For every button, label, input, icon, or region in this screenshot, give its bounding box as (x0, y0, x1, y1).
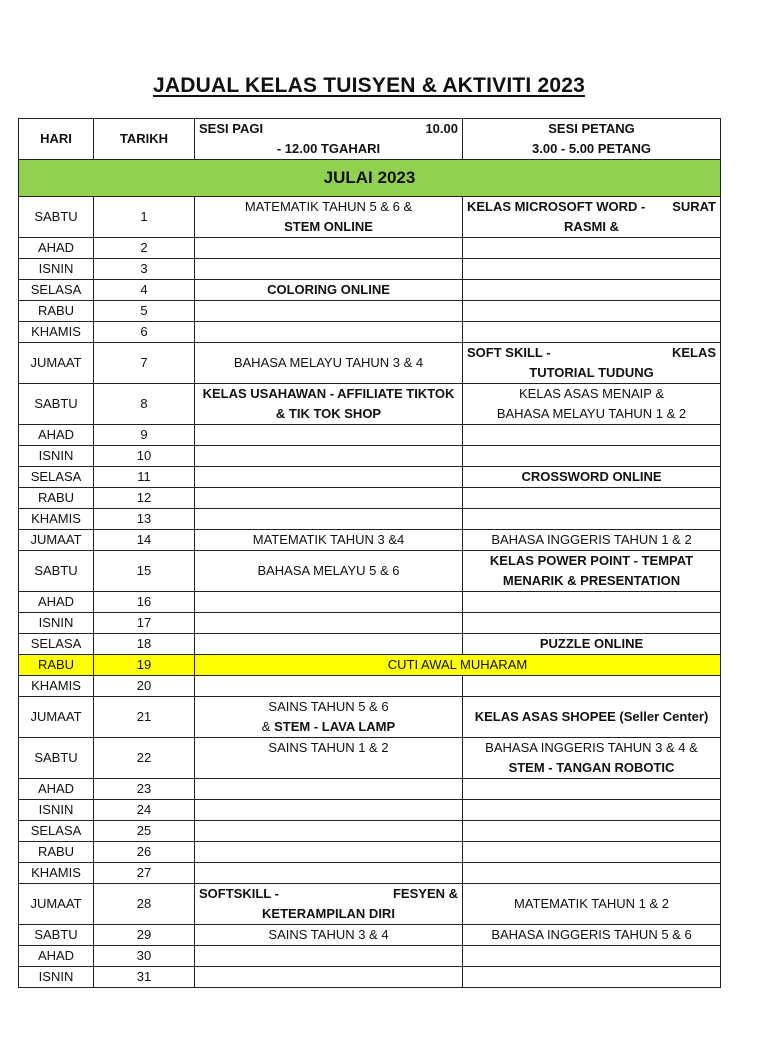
petang-cell: BAHASA INGGERIS TAHUN 5 & 6 (463, 925, 721, 946)
pagi-cell (195, 322, 463, 343)
tarikh-cell: 16 (94, 592, 195, 613)
hari-cell: SELASA (19, 821, 94, 842)
pagi-cell (195, 697, 463, 738)
hari-cell: SABTU (19, 384, 94, 425)
table-row (19, 925, 721, 946)
table-row (19, 384, 721, 425)
hari-cell: SABTU (19, 551, 94, 592)
petang-cell (463, 779, 721, 800)
hari-cell: AHAD (19, 238, 94, 259)
pagi-cell: SAINS TAHUN 3 & 4 (195, 925, 463, 946)
sesi-petang-label: SESI PETANG (548, 121, 635, 136)
tarikh-cell: 20 (94, 676, 195, 697)
hari-cell: ISNIN (19, 800, 94, 821)
hari-cell: ISNIN (19, 259, 94, 280)
table-row (19, 592, 721, 613)
pagi-cell (195, 301, 463, 322)
tarikh-cell: 3 (94, 259, 195, 280)
petang-cell (463, 322, 721, 343)
pagi-cell: BAHASA MELAYU TAHUN 3 & 4 (195, 343, 463, 384)
petang-cell: PUZZLE ONLINE (463, 634, 721, 655)
pagi-cell (195, 592, 463, 613)
pagi-line: & (261, 719, 275, 734)
tarikh-cell: 7 (94, 343, 195, 384)
petang-cell: MATEMATIK TAHUN 1 & 2 (463, 884, 721, 925)
hari-cell: SELASA (19, 467, 94, 488)
petang-cell (463, 613, 721, 634)
tarikh-cell: 28 (94, 884, 195, 925)
hari-cell: RABU (19, 488, 94, 509)
hari-cell: AHAD (19, 592, 94, 613)
tarikh-cell: 9 (94, 425, 195, 446)
month-row (19, 160, 721, 197)
hari-cell: AHAD (19, 946, 94, 967)
petang-cell: CROSSWORD ONLINE (463, 467, 721, 488)
pagi-line: MATEMATIK TAHUN 5 & 6 & (244, 199, 413, 214)
hari-cell: RABU (19, 301, 94, 322)
tarikh-cell: 26 (94, 842, 195, 863)
hari-cell: KHAMIS (19, 322, 94, 343)
tarikh-cell: 5 (94, 301, 195, 322)
hari-cell: JUMAAT (19, 530, 94, 551)
hari-cell: ISNIN (19, 967, 94, 988)
pagi-line: SAINS TAHUN 5 & 6 (268, 699, 389, 714)
tarikh-cell: 14 (94, 530, 195, 551)
petang-cell (463, 967, 721, 988)
pagi-cell (195, 800, 463, 821)
tarikh-cell: 15 (94, 551, 195, 592)
tarikh-cell: 4 (94, 280, 195, 301)
pagi-line: STEM - LAVA LAMP (274, 719, 396, 734)
hari-cell: JUMAAT (19, 343, 94, 384)
petang-line: KELAS POWER POINT - TEMPAT (489, 553, 694, 568)
petang-cell (463, 446, 721, 467)
hari-cell: SABTU (19, 738, 94, 779)
petang-line: TUTORIAL TUDUNG (529, 365, 654, 380)
pagi-cell (195, 634, 463, 655)
sesi-pagi-start: 10.00 (425, 121, 458, 136)
pagi-cell (195, 488, 463, 509)
tarikh-cell: 2 (94, 238, 195, 259)
sesi-pagi-end: - 12.00 TGAHARI (276, 141, 381, 156)
pagi-cell: BAHASA MELAYU 5 & 6 (195, 551, 463, 592)
pagi-cell (195, 946, 463, 967)
petang-line: SURAT (672, 199, 716, 214)
pagi-cell (195, 613, 463, 634)
table-row (19, 800, 721, 821)
hari-cell: JUMAAT (19, 697, 94, 738)
petang-cell (463, 238, 721, 259)
petang-line: SOFT SKILL - (467, 345, 551, 360)
pagi-cell (195, 467, 463, 488)
petang-cell (463, 676, 721, 697)
petang-cell (463, 488, 721, 509)
header-row (19, 119, 721, 160)
pagi-cell (195, 967, 463, 988)
petang-cell: BAHASA INGGERIS TAHUN 1 & 2 (463, 530, 721, 551)
hari-cell: RABU (19, 842, 94, 863)
pagi-line: FESYEN & (392, 886, 458, 901)
pagi-cell (195, 384, 463, 425)
petang-cell (463, 425, 721, 446)
header-sesi-pagi (195, 119, 463, 160)
table-row (19, 259, 721, 280)
table-row (19, 322, 721, 343)
table-row (19, 446, 721, 467)
hari-cell: KHAMIS (19, 863, 94, 884)
pagi-cell (195, 446, 463, 467)
table-row (19, 301, 721, 322)
hari-cell: KHAMIS (19, 509, 94, 530)
petang-cell (463, 509, 721, 530)
hari-cell: AHAD (19, 779, 94, 800)
pagi-cell (195, 509, 463, 530)
table-row (19, 821, 721, 842)
hari-cell: SABTU (19, 197, 94, 238)
table-row (19, 863, 721, 884)
pagi-cell: SAINS TAHUN 1 & 2 (195, 738, 463, 779)
table-row (19, 467, 721, 488)
pagi-cell (195, 779, 463, 800)
table-row (19, 551, 721, 592)
tarikh-cell: 30 (94, 946, 195, 967)
table-row (19, 946, 721, 967)
hari-cell: ISNIN (19, 446, 94, 467)
petang-cell (463, 343, 721, 384)
table-row (19, 425, 721, 446)
pagi-cell (195, 238, 463, 259)
table-row (19, 697, 721, 738)
petang-cell (463, 197, 721, 238)
header-tarikh: TARIKH (94, 119, 195, 160)
sesi-pagi-label: SESI PAGI (199, 121, 264, 136)
petang-cell (463, 384, 721, 425)
tarikh-cell: 8 (94, 384, 195, 425)
pagi-cell (195, 425, 463, 446)
tarikh-cell: 11 (94, 467, 195, 488)
hari-cell: SELASA (19, 634, 94, 655)
table-row (19, 280, 721, 301)
petang-cell (463, 280, 721, 301)
pagi-line: KELAS USAHAWAN - AFFILIATE TIKTOK (202, 386, 455, 401)
tarikh-cell: 17 (94, 613, 195, 634)
pagi-cell: MATEMATIK TAHUN 3 &4 (195, 530, 463, 551)
petang-line: RASMI & (564, 219, 619, 234)
tarikh-cell: 12 (94, 488, 195, 509)
table-row (19, 738, 721, 779)
header-hari: HARI (19, 119, 94, 160)
pagi-line: STEM ONLINE (284, 219, 373, 234)
holiday-cell: CUTI AWAL MUHARAM (195, 655, 721, 676)
petang-cell: KELAS ASAS SHOPEE (Seller Center) (463, 697, 721, 738)
table-row (19, 779, 721, 800)
pagi-cell: COLORING ONLINE (195, 280, 463, 301)
pagi-cell (195, 884, 463, 925)
tarikh-cell: 31 (94, 967, 195, 988)
month-label: JULAI 2023 (19, 160, 721, 197)
petang-cell (463, 821, 721, 842)
table-row (19, 343, 721, 384)
holiday-row (19, 655, 721, 676)
table-row (19, 884, 721, 925)
table-row (19, 488, 721, 509)
petang-cell (463, 842, 721, 863)
petang-cell (463, 863, 721, 884)
petang-cell (463, 946, 721, 967)
tarikh-cell: 25 (94, 821, 195, 842)
table-row (19, 967, 721, 988)
pagi-cell (195, 197, 463, 238)
tarikh-cell: 19 (94, 655, 195, 676)
tarikh-cell: 13 (94, 509, 195, 530)
petang-line: KELAS ASAS MENAIP & (519, 386, 664, 401)
table-row (19, 530, 721, 551)
hari-cell: AHAD (19, 425, 94, 446)
hari-cell: KHAMIS (19, 676, 94, 697)
tarikh-cell: 10 (94, 446, 195, 467)
tarikh-cell: 21 (94, 697, 195, 738)
tarikh-cell: 1 (94, 197, 195, 238)
pagi-cell (195, 676, 463, 697)
petang-cell (463, 301, 721, 322)
hari-cell: SABTU (19, 925, 94, 946)
petang-line: BAHASA INGGERIS TAHUN 3 & 4 & (485, 740, 698, 755)
pagi-cell (195, 259, 463, 280)
sesi-petang-time: 3.00 - 5.00 PETANG (532, 141, 651, 156)
pagi-line: KETERAMPILAN DIRI (262, 906, 395, 921)
table-row (19, 634, 721, 655)
hari-cell: RABU (19, 655, 94, 676)
tarikh-cell: 23 (94, 779, 195, 800)
petang-cell (463, 259, 721, 280)
petang-line: STEM - TANGAN ROBOTIC (508, 760, 675, 775)
hari-cell: SELASA (19, 280, 94, 301)
tarikh-cell: 24 (94, 800, 195, 821)
petang-cell (463, 800, 721, 821)
pagi-cell (195, 842, 463, 863)
petang-line: MENARIK & PRESENTATION (502, 573, 681, 588)
table-row (19, 842, 721, 863)
pagi-line: SOFTSKILL - (199, 886, 279, 901)
petang-line: BAHASA MELAYU TAHUN 1 & 2 (496, 406, 687, 421)
page-title: JADUAL KELAS TUISYEN & AKTIVITI 2023 (153, 74, 585, 97)
petang-cell (463, 592, 721, 613)
hari-cell: ISNIN (19, 613, 94, 634)
petang-line: KELAS MICROSOFT WORD - (467, 199, 646, 214)
petang-line: KELAS (671, 345, 716, 360)
tarikh-cell: 22 (94, 738, 195, 779)
tarikh-cell: 27 (94, 863, 195, 884)
petang-cell (463, 738, 721, 779)
petang-cell (463, 551, 721, 592)
pagi-line: & TIK TOK SHOP (275, 406, 382, 421)
tarikh-cell: 6 (94, 322, 195, 343)
table-row (19, 238, 721, 259)
schedule-table (18, 118, 721, 988)
table-row (19, 509, 721, 530)
pagi-cell (195, 821, 463, 842)
tarikh-cell: 29 (94, 925, 195, 946)
header-sesi-petang (463, 119, 721, 160)
pagi-cell (195, 863, 463, 884)
table-row (19, 613, 721, 634)
hari-cell: JUMAAT (19, 884, 94, 925)
tarikh-cell: 18 (94, 634, 195, 655)
table-row (19, 197, 721, 238)
table-row (19, 676, 721, 697)
